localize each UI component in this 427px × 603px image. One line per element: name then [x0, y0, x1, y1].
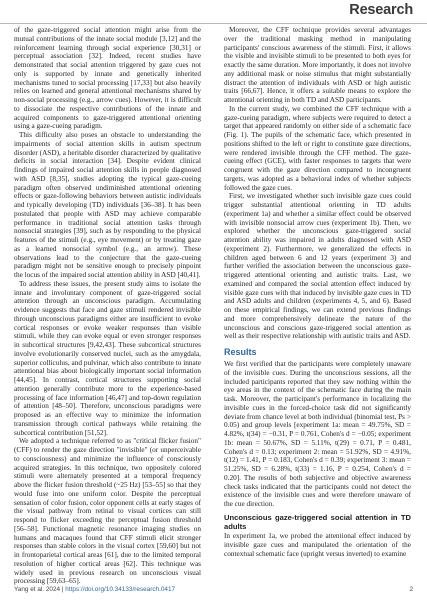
body-paragraph: To address these issues, the present study aims to isolate the innate and involuntary component of gaze-triggered social attention through an unconscious paradigm. Accumulating evidence suggests that face and gaze stimuli rendered invisible through unconscious paradigms either are insufficient to evoke cortical responses or evoke weaker responses than visible stimuli, while they can evoke equal or even stronger responses in subcortical structures [9,42,43]. These subcortical structures involve evolutionarily conserved nuclei, such as the amygdala, superior colliculus, and pulvinar, which also contribute to innate attentional bias about biologically important social information [44,45]. In contrast, cortical structures supporting social attention generally contribute more to the experience-based processing of face information [46,47] and top-down regulation of attention [48–50]. Therefore, unconscious paradigms were proposed as an effective way to minimize the information transmission through cortical pathways while retaining the subcortical contribution [51,52]. — [14, 279, 201, 437]
body-paragraph: of the gaze-triggered social attention might arise from the mutual contributions of the innate social module [3,12] and the reinforcement learning through social experience [30,31] or perceptual association [32]. Indeed, recent studies have demonstrated that social attention triggered by gaze cues not only is supported by innate and genetically inherited mechanisms tuned to social processing [17,33] but also heavily relies on learned and general attentional mechanisms shared by non-social processing (e.g., arrow cues). However, it is difficult to dissociate the respective contributions of the innate and acquired components to gaze-triggered attentional orienting using a gaze-cueing paradigm. — [14, 26, 201, 131]
body-paragraph: This difficulty also poses an obstacle to understanding the impairments of social attention skills in autism spectrum disorder (ASD), a heritable disorder characterized by qualitative deficits in social interaction [34]. Despite evident clinical findings of impaired social attention skills in people diagnosed with ASD [8,35], studies adopting the typical gaze-cueing paradigm often observed undiminished attentional orienting effects or gaze-following behaviors between autistic individuals and typically developing (TD) individuals [36–38]. It has been postulated that people with ASD may achieve comparable performance in traditional social attention tasks through nonsocial strategies [39], such as by responding to the physical features of the stimuli (e.g., eye movement) or by treating gaze as a learned nonsocial symbol (e.g., an arrow). These observations lead to the conjecture that the gaze-cueing paradigm might not be sensitive enough to precisely pinpoint the locus of the impaired social attention ability in ASD [40,41]. — [14, 131, 201, 279]
left-column — [14, 26, 201, 586]
journal-title: Research — [349, 2, 413, 18]
body-paragraph: In experiment 1a, we probed the attentional effect induced by invisible gaze cues and manipulated the orientation of the contextual schematic face (upright versus inverted) to examine — [224, 532, 411, 558]
doi-link[interactable]: https://doi.org/10.34133/research.0417 — [65, 586, 176, 593]
citation-text: Yang et al. 2024 | — [14, 586, 66, 593]
header-divider — [0, 23, 427, 24]
subsection-heading: Unconscious gaze-triggered social attention in TD adults — [224, 512, 411, 531]
right-column — [224, 26, 411, 559]
body-paragraph: We adopted a technique referred to as "critical flicker fusion" (CFF) to render the gaze direction "invisible" (or unperceivable to consciousness) and minimize the influence of consciously acquired strategies. In this technique, two oppositely colored stimuli were alternately presented at a temporal frequency above the flicker fusion threshold (~25 Hz) [53–55] so that they would fuse into one uniform color. Despite the perceptual sensation of color fusion, color opponent cells at early stages of the visual pathway from retinal to visual cortices can still respond to flicker exceeding the perceptual fusion threshold [56–58]. Functional magnetic resonance imaging studies on humans and macaques found that CFF stimuli elicit stronger responses than stable colors in the visual cortex [59,60] but not in frontoparietal cortical areas [61], due to the limited temporal resolution of higher cortical areas [62]. This technique was widely used in previous research on unconscious visual processing [59,63–65]. — [14, 437, 201, 586]
page-footer — [14, 586, 413, 593]
body-paragraph: First, we investigated whether such invisible gaze cues could trigger substantial attentional orienting in TD adults (experiment 1a) and whether a similar effect could be observed with invisible nonsocial arrow cues (experiment 1b). Then, we explored whether the unconscious gaze-triggered social attention ability was impaired in adults diagnosed with ASD (experiment 2). Furthermore, we generalized the effects in children aged between 6 and 12 years (experiment 3) and further verified the association between the unconscious gaze-triggered attentional orienting and autistic traits. Last, we examined and compared the social attention effect induced by visible gaze cues with that induced by invisible gaze cues in TD and ASD adults and children (experiments 4, 5, and 6). Based on these empirical findings, we can extend previous findings and more comprehensively delineate the nature of the unconscious and conscious gaze-triggered social attention as well as their respective relationship with autistic traits and ASD. — [224, 192, 411, 341]
body-paragraph: In the current study, we combined the CFF technique with a gaze-cueing paradigm, where subjects were required to detect a target that appeared randomly on either side of a schematic face (Fig. 1). The pupils of the schematic face, which presented in positions shifted to the left or right to constitute gaze directions, were rendered invisible through the CFF method. The gaze-cueing effect (GCE), with faster responses to targets that were congruent with the gaze direction compared to incongruent targets, was adopted as a behavioral index of whether subjects followed the gaze cues. — [224, 104, 411, 192]
page-number: 2 — [409, 586, 413, 593]
body-paragraph: We first verified that the participants were completely unaware of the invisible cues. During the unconscious sessions, all the included participants reported that they saw nothing within the eye areas in the context of the schematic face during the main task. Moreover, the participant's performance in localizing the invisible cues in the forced-choice task did not significantly deviate from chance level at both individual (binomial test, Ps > 0.05) and group levels [experiment 1a: mean = 49.75%, SD = 4.82%, t(34) = −0.31, P = 0.761, Cohen's d = −0.05; experiment 1b: mean = 50.67%, SD = 5.11%, t(29) = 0.71, P = 0.481, Cohen's d = 0.13; experiment 2: mean = 51.92%, SD = 4.91%, t(12) = 1.41, P = 0.183, Cohen's d = 0.39; experiment 3: mean = 51.25%, SD = 6.28%, t(33) = 1.16, P = 0.254, Cohen's d = 0.20]. The results of both subjective and objective awareness check tasks indicated that the participants could not detect the existence of the invisible cues and were therefore unaware of the cue direction. — [224, 360, 411, 508]
body-paragraph: Moreover, the CFF technique provides several advantages over the traditional masking method in manipulating participants' conscious awareness of the stimuli. First, it allows the visible and invisible stimuli to be presented to both eyes for exactly the same duration. More importantly, it does not involve any additional mask or noise stimulus that might substantially distract the attention of individuals with ASD or high autistic traits [66,67]. Hence, it offers a suitable means to explore the attentional orienting in both TD and ASD participants. — [224, 26, 411, 104]
results-heading: Results — [224, 347, 257, 357]
